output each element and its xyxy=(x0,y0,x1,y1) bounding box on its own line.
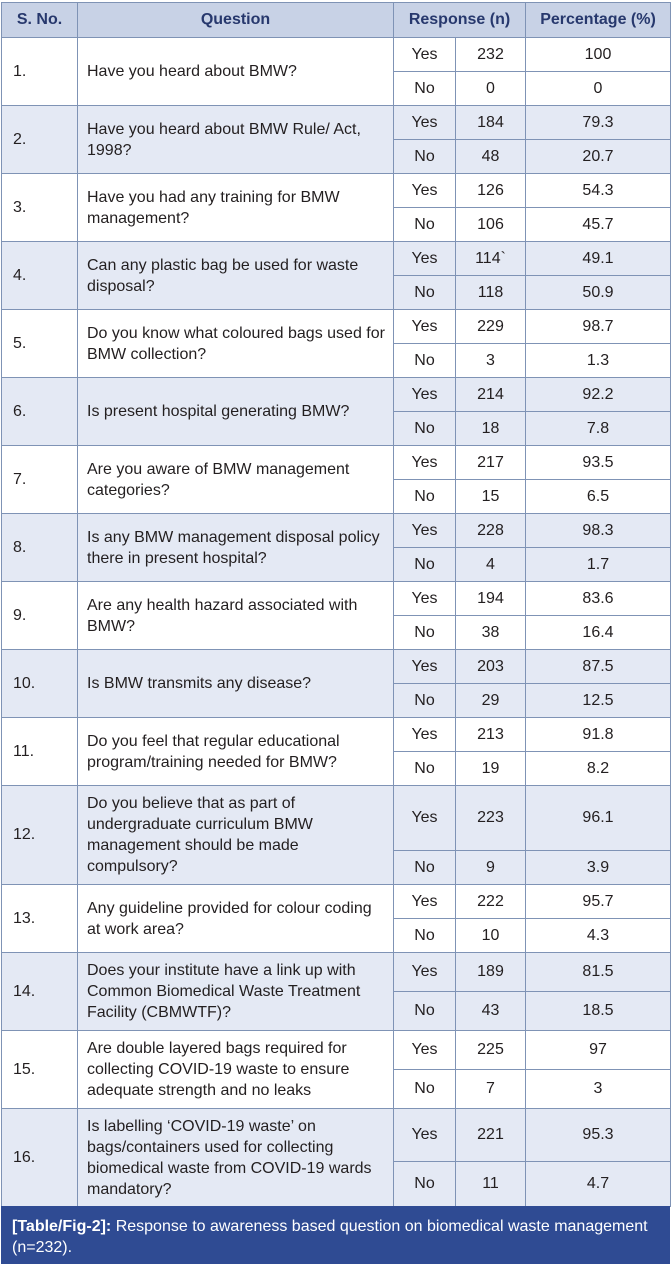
response-no-count: 38 xyxy=(456,616,526,650)
response-yes-count: 126 xyxy=(456,174,526,208)
row-question: Can any plastic bag be used for waste disposal? xyxy=(78,242,394,310)
response-no-label: No xyxy=(394,140,456,174)
table-body xyxy=(2,38,671,1207)
response-yes-count: 221 xyxy=(456,1109,526,1162)
row-question: Do you believe that as part of undergraduate curriculum BMW management should be made compulsory? xyxy=(78,786,394,885)
response-yes-label: Yes xyxy=(394,378,456,412)
response-yes-percentage: 49.1 xyxy=(526,242,671,276)
response-no-percentage: 50.9 xyxy=(526,276,671,310)
response-yes-count: 114` xyxy=(456,242,526,276)
response-yes-percentage: 93.5 xyxy=(526,446,671,480)
row-question: Are you aware of BMW management categories? xyxy=(78,446,394,514)
response-yes-count: 184 xyxy=(456,106,526,140)
row-question: Have you heard about BMW Rule/ Act, 1998? xyxy=(78,106,394,174)
response-no-count: 18 xyxy=(456,412,526,446)
response-no-label: No xyxy=(394,752,456,786)
response-no-count: 19 xyxy=(456,752,526,786)
table-row xyxy=(2,718,671,752)
row-question: Are double layered bags required for collecting COVID-19 waste to ensure adequate strength and no leaks xyxy=(78,1031,394,1109)
response-no-label: No xyxy=(394,548,456,582)
response-no-count: 29 xyxy=(456,684,526,718)
response-no-percentage: 12.5 xyxy=(526,684,671,718)
response-yes-percentage: 98.3 xyxy=(526,514,671,548)
row-sno: 11. xyxy=(2,718,78,786)
response-yes-count: 214 xyxy=(456,378,526,412)
row-question: Is labelling ‘COVID-19 waste’ on bags/containers used for collecting biomedical waste from COVID-19 wards mandatory? xyxy=(78,1109,394,1207)
response-no-percentage: 16.4 xyxy=(526,616,671,650)
table-row xyxy=(2,786,671,851)
response-no-percentage: 18.5 xyxy=(526,992,671,1031)
response-yes-label: Yes xyxy=(394,953,456,992)
response-no-percentage: 8.2 xyxy=(526,752,671,786)
table-row xyxy=(2,650,671,684)
response-no-percentage: 1.3 xyxy=(526,344,671,378)
response-yes-percentage: 100 xyxy=(526,38,671,72)
response-yes-label: Yes xyxy=(394,786,456,851)
response-yes-count: 232 xyxy=(456,38,526,72)
header-question: Question xyxy=(78,3,394,38)
row-sno: 14. xyxy=(2,953,78,1031)
response-no-percentage: 3.9 xyxy=(526,851,671,885)
response-no-label: No xyxy=(394,992,456,1031)
response-yes-label: Yes xyxy=(394,174,456,208)
response-no-label: No xyxy=(394,208,456,242)
response-no-count: 106 xyxy=(456,208,526,242)
caption-text: Response to awareness based question on biomedical waste management (n=232). xyxy=(12,1218,648,1256)
response-yes-count: 228 xyxy=(456,514,526,548)
response-no-count: 11 xyxy=(456,1162,526,1207)
response-yes-count: 229 xyxy=(456,310,526,344)
awareness-table xyxy=(1,2,671,1207)
row-sno: 9. xyxy=(2,582,78,650)
response-yes-count: 213 xyxy=(456,718,526,752)
response-no-percentage: 3 xyxy=(526,1070,671,1109)
response-no-label: No xyxy=(394,480,456,514)
response-yes-label: Yes xyxy=(394,514,456,548)
response-no-percentage: 0 xyxy=(526,72,671,106)
response-no-count: 118 xyxy=(456,276,526,310)
response-yes-percentage: 81.5 xyxy=(526,953,671,992)
response-yes-label: Yes xyxy=(394,718,456,752)
table-row xyxy=(2,1109,671,1162)
response-no-label: No xyxy=(394,72,456,106)
response-yes-count: 225 xyxy=(456,1031,526,1070)
row-sno: 16. xyxy=(2,1109,78,1207)
response-no-count: 43 xyxy=(456,992,526,1031)
table-row xyxy=(2,885,671,919)
response-yes-percentage: 95.7 xyxy=(526,885,671,919)
response-no-count: 10 xyxy=(456,919,526,953)
response-yes-percentage: 95.3 xyxy=(526,1109,671,1162)
response-no-percentage: 1.7 xyxy=(526,548,671,582)
response-no-label: No xyxy=(394,344,456,378)
row-question: Does your institute have a link up with Common Biomedical Waste Treatment Facility (CBMWTF)? xyxy=(78,953,394,1031)
row-question: Any guideline provided for colour coding at work area? xyxy=(78,885,394,953)
row-question: Do you feel that regular educational program/training needed for BMW? xyxy=(78,718,394,786)
response-yes-count: 194 xyxy=(456,582,526,616)
response-no-count: 9 xyxy=(456,851,526,885)
response-yes-label: Yes xyxy=(394,885,456,919)
response-no-label: No xyxy=(394,684,456,718)
table-row xyxy=(2,1031,671,1070)
response-no-label: No xyxy=(394,1162,456,1207)
table-row xyxy=(2,174,671,208)
response-yes-label: Yes xyxy=(394,650,456,684)
header-percentage: Percentage (%) xyxy=(526,3,671,38)
response-yes-count: 222 xyxy=(456,885,526,919)
response-yes-percentage: 83.6 xyxy=(526,582,671,616)
response-no-percentage: 4.3 xyxy=(526,919,671,953)
row-sno: 12. xyxy=(2,786,78,885)
row-sno: 1. xyxy=(2,38,78,106)
row-question: Is BMW transmits any disease? xyxy=(78,650,394,718)
table-row xyxy=(2,953,671,992)
response-no-label: No xyxy=(394,1070,456,1109)
row-question: Have you heard about BMW? xyxy=(78,38,394,106)
response-yes-count: 217 xyxy=(456,446,526,480)
table-figure xyxy=(1,2,670,1264)
response-yes-label: Yes xyxy=(394,446,456,480)
response-yes-label: Yes xyxy=(394,38,456,72)
response-yes-label: Yes xyxy=(394,242,456,276)
table-row xyxy=(2,582,671,616)
response-no-count: 0 xyxy=(456,72,526,106)
table-row xyxy=(2,242,671,276)
row-sno: 10. xyxy=(2,650,78,718)
response-no-count: 4 xyxy=(456,548,526,582)
response-yes-label: Yes xyxy=(394,106,456,140)
table-row xyxy=(2,378,671,412)
table-header-row xyxy=(2,3,671,38)
row-question: Have you had any training for BMW management? xyxy=(78,174,394,242)
row-sno: 13. xyxy=(2,885,78,953)
response-no-label: No xyxy=(394,276,456,310)
table-row xyxy=(2,514,671,548)
row-sno: 2. xyxy=(2,106,78,174)
response-no-count: 48 xyxy=(456,140,526,174)
response-no-percentage: 20.7 xyxy=(526,140,671,174)
header-response: Response (n) xyxy=(394,3,526,38)
table-caption xyxy=(1,1206,670,1264)
row-sno: 3. xyxy=(2,174,78,242)
response-no-count: 7 xyxy=(456,1070,526,1109)
table-row xyxy=(2,446,671,480)
row-sno: 15. xyxy=(2,1031,78,1109)
row-question: Are any health hazard associated with BMW? xyxy=(78,582,394,650)
row-question: Do you know what coloured bags used for BMW collection? xyxy=(78,310,394,378)
row-sno: 4. xyxy=(2,242,78,310)
response-no-label: No xyxy=(394,412,456,446)
row-sno: 5. xyxy=(2,310,78,378)
response-no-label: No xyxy=(394,919,456,953)
row-sno: 7. xyxy=(2,446,78,514)
header-sno: S. No. xyxy=(2,3,78,38)
row-sno: 8. xyxy=(2,514,78,582)
response-yes-count: 203 xyxy=(456,650,526,684)
response-yes-label: Yes xyxy=(394,1031,456,1070)
response-yes-percentage: 92.2 xyxy=(526,378,671,412)
response-yes-percentage: 87.5 xyxy=(526,650,671,684)
table-row xyxy=(2,310,671,344)
response-no-count: 15 xyxy=(456,480,526,514)
response-no-count: 3 xyxy=(456,344,526,378)
response-yes-percentage: 54.3 xyxy=(526,174,671,208)
response-yes-label: Yes xyxy=(394,310,456,344)
response-no-percentage: 45.7 xyxy=(526,208,671,242)
response-yes-label: Yes xyxy=(394,582,456,616)
caption-label: [Table/Fig-2]: xyxy=(12,1218,112,1235)
row-question: Is any BMW management disposal policy there in present hospital? xyxy=(78,514,394,582)
table-row xyxy=(2,106,671,140)
row-question: Is present hospital generating BMW? xyxy=(78,378,394,446)
response-yes-count: 223 xyxy=(456,786,526,851)
response-yes-percentage: 79.3 xyxy=(526,106,671,140)
response-no-label: No xyxy=(394,851,456,885)
response-yes-percentage: 98.7 xyxy=(526,310,671,344)
row-sno: 6. xyxy=(2,378,78,446)
response-yes-percentage: 97 xyxy=(526,1031,671,1070)
table-row xyxy=(2,38,671,72)
response-no-percentage: 6.5 xyxy=(526,480,671,514)
response-no-label: No xyxy=(394,616,456,650)
response-no-percentage: 4.7 xyxy=(526,1162,671,1207)
response-yes-label: Yes xyxy=(394,1109,456,1162)
response-no-percentage: 7.8 xyxy=(526,412,671,446)
response-yes-percentage: 96.1 xyxy=(526,786,671,851)
response-yes-percentage: 91.8 xyxy=(526,718,671,752)
response-yes-count: 189 xyxy=(456,953,526,992)
